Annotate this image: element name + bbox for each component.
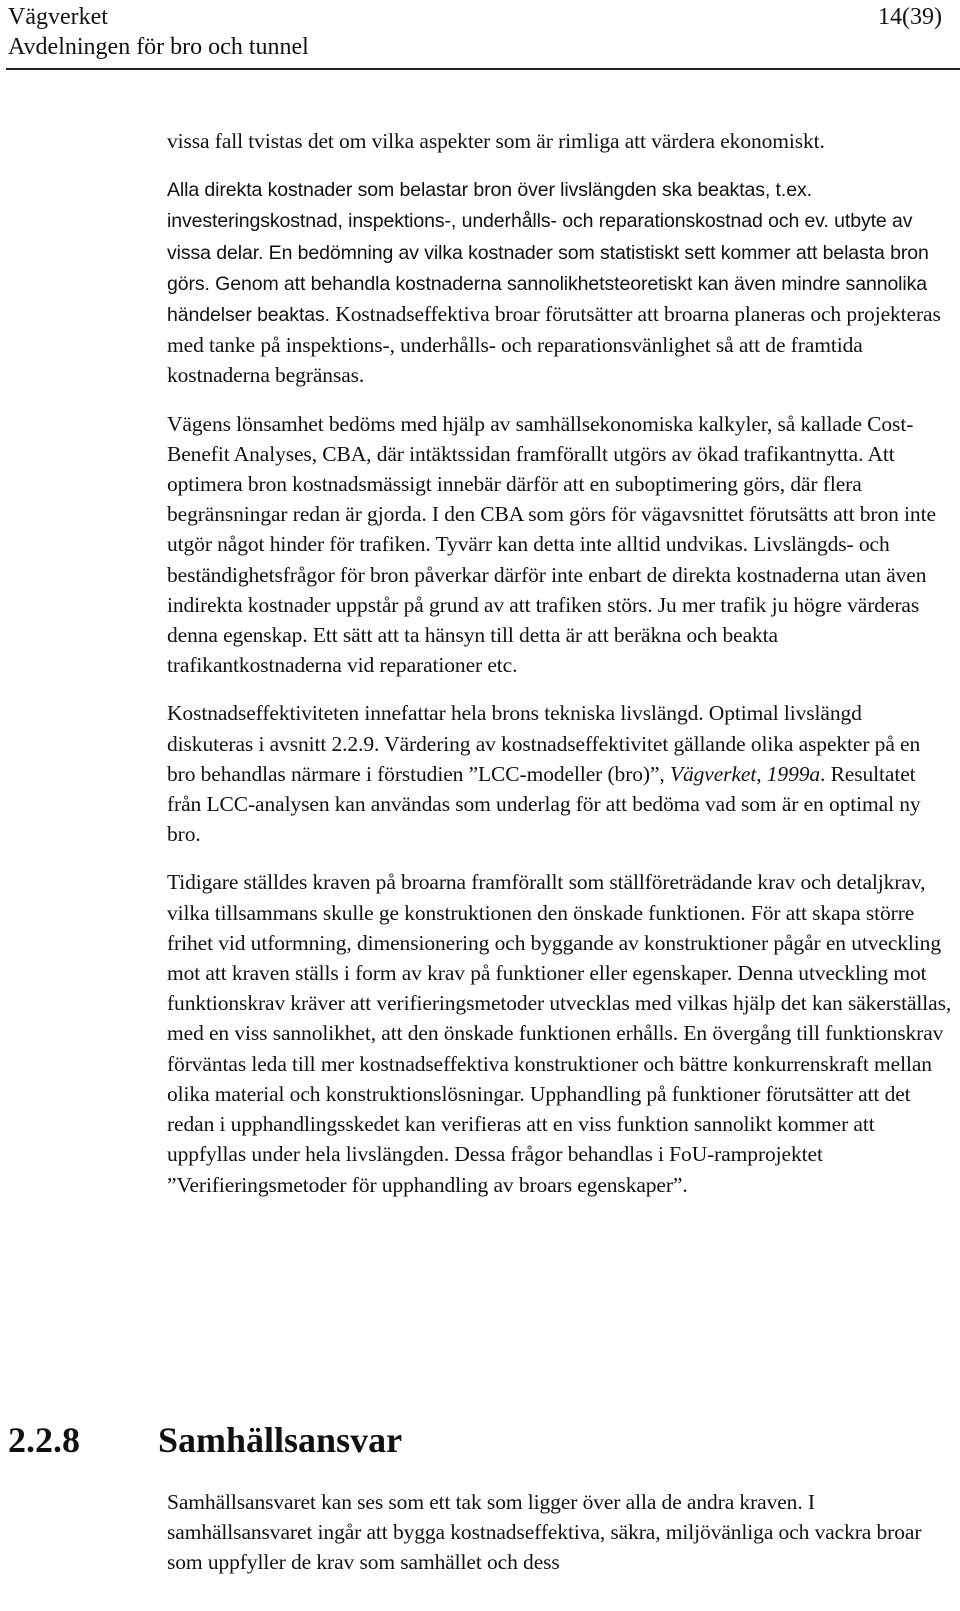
paragraph-5: Tidigare ställdes kraven på broarna framförallt som ställföreträdande krav och detaljkrav, vilka tillsammans skulle ge konstruktionen den önskade funktionen. För att skapa större frihet vid utformning, dimensionering och byggande av konstruktioner pågår en utveckling mot att kraven ställs i form av krav på funktioner eller egenskaper. Denna utveckling mot funktionskrav kräver att verifieringsmetoder utvecklas med vilkas hjälp det kan säkerställas, med en viss sannolikhet, att den önskade funktionen erhålls. En övergång till funktionskrav förväntas leda till mer kostnadseffektiva konstruktioner och bättre konkurrenskraft mellan olika material och konstruktionslösningar. Upphandling på funktioner förutsätter att det redan i upphandlingsskedet kan verifieras att en viss funktion sannolikt kommer att uppfyllas under hela livslängden. Dessa frågor behandlas i FoU-ramprojektet ”Verifieringsmetoder för upphandling av broars egenskaper”. [167, 870, 952, 1197]
paragraph-4-part-a: Kostnadseffektiviteten innefattar hela brons tekniska livslängd. Optimal livslängd diskuteras i avsnitt 2.2.9. Värdering av kostnadseffektivitet gällande olika aspekter på en bro behandlas närmare i förstudien ”LCC-modeller (bro)”, [167, 701, 921, 786]
body-text [167, 126, 952, 1218]
paragraph-2-serif-part: Kostnadseffektiva broar förutsätter att broarna planeras och projekteras med tanke på inspektions-, underhålls- och reparationsvänlighet så att de framtida kostnaderna begränsas. [167, 302, 941, 388]
citation-reference: Vägverket, 1999a [669, 761, 821, 786]
section-heading [8, 1418, 402, 1462]
paragraph-3: Vägens lönsamhet bedöms med hjälp av samhällsekonomiska kalkyler, så kallade Cost-Benefit Analyses, CBA, där intäktssidan framförallt utgörs av ökad trafikantnytta. Att optimera bron kostnadsmässigt innebär därför att en suboptimering görs, där flera begränsningar redan är gjorda. I den CBA som görs för vägavsnittet förutsätts att bron inte utgör något hinder för trafiken. Tyvärr kan detta inte alltid undvikas. Livslängds- och beständighetsfrågor för bron påverkar därför inte enbart de direkta kostnaderna utan även indirekta kostnader uppstår på grund av att trafiken störs. Ju mer trafik ju högre värderas denna egenskap. Ett sätt att ta hänsyn till detta är att beräkna och beakta trafikantkostnaderna vid reparationer etc. [167, 411, 936, 678]
paragraph-4 [167, 698, 952, 849]
header-org: Vägverket [8, 4, 108, 30]
header-left [8, 2, 309, 62]
section-number: 2.2.8 [8, 1420, 80, 1460]
page-number: 14(39) [878, 4, 942, 30]
paragraph-2 [167, 174, 952, 390]
paragraph-1: vissa fall tvistas det om vilka aspekter som är rimliga att värdera ekonomiskt. [167, 129, 825, 153]
section-paragraph: Samhällsansvaret kan ses som ett tak som ligger över alla de andra kraven. I samhällsansvaret ingår att bygga kostnadseffektiva, säkra, miljövänliga och vackra broar som uppfyller de krav som samhället och dess [167, 1490, 922, 1575]
section-body [167, 1487, 952, 1596]
paragraph-2-sans-part: Alla direkta kostnader som belastar bron över livslängden ska beaktas, t.ex. investeringskostnad, inspektions-, underhålls- och reparationskostnad och ev. utbyte av vissa delar. En bedömning av vilka kostnader som statistiskt sett kommer att belasta bron görs. Genom att behandla kostnaderna sannolikhetsteoretiskt kan även mindre sannolika händelser beaktas. [167, 179, 929, 327]
section-title: Samhällsansvar [158, 1420, 403, 1460]
paragraph-4-part-b: . Resultatet från LCC-analysen kan användas som underlag för att bedöma vad som är en optimal ny bro. [167, 761, 921, 847]
header-department: Avdelningen för bro och tunnel [8, 34, 309, 60]
header-rule [6, 68, 960, 70]
